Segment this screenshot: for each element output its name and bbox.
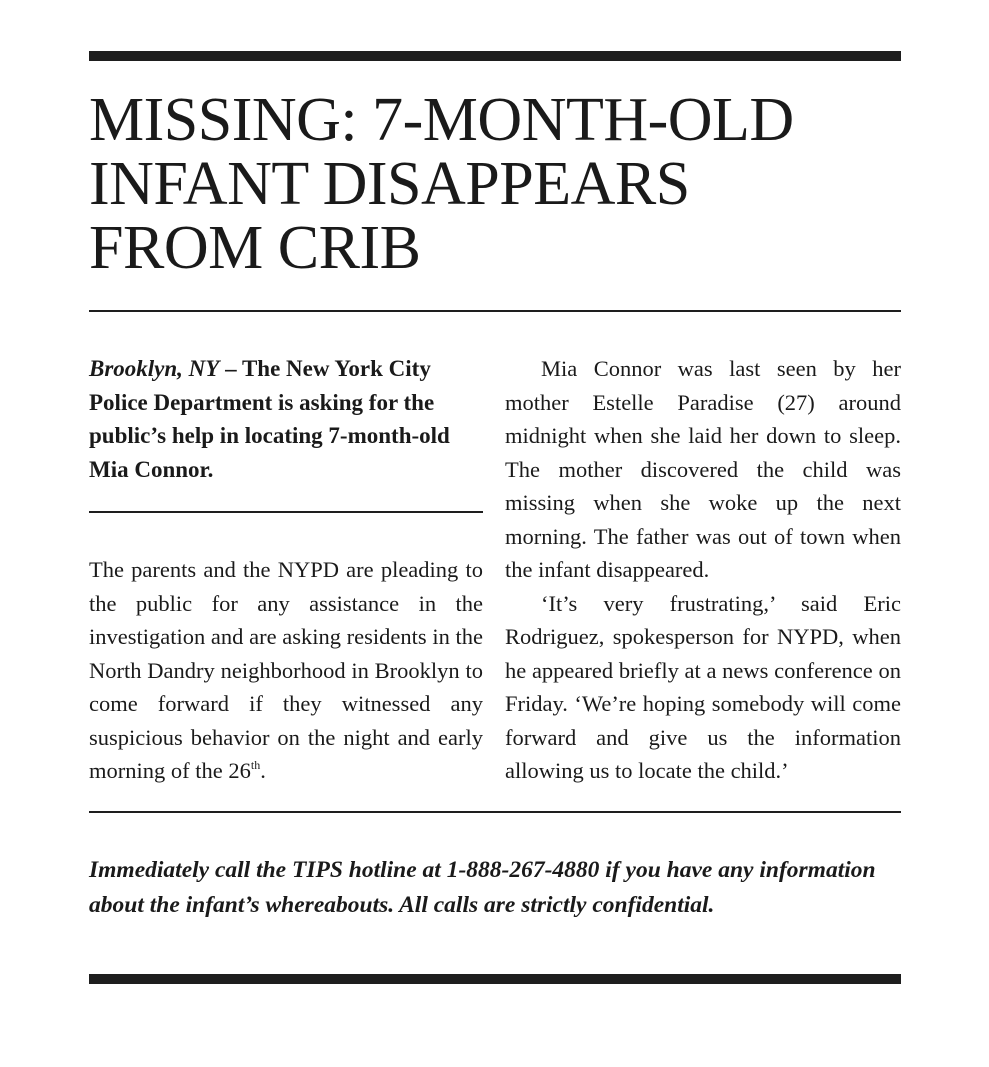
left-body [89,553,483,788]
right-column [505,352,901,788]
headline-line-2: INFANT DISAPPEARS [89,150,690,218]
headline [89,88,901,280]
right-body-paragraph-2: ‘It’s very frustrating,’ said Eric Rodriguez, spokesperson for NYPD, when he appeared briefly at a news conference on Friday. ‘We’re hoping somebody will come forward and give us the information allowing us to locate the child.’ [505,590,901,783]
dateline: Brooklyn, NY [89,356,220,381]
top-thick-rule [89,51,901,61]
dateline-dash: – [219,356,242,381]
lede-paragraph [89,352,483,486]
news-article [89,0,901,1067]
right-body-paragraph-1: Mia Connor was last seen by her mother Estelle Paradise (27) around midnight when she laid her down to sleep. The mother discovered the child was missing when she woke up the next morning. The father was out of town when the infant disappeared. [505,356,901,582]
headline-line-1: MISSING: 7-MONTH-OLD [89,86,794,154]
ordinal-suffix: th [250,758,261,772]
headline-divider [89,310,901,312]
headline-line-3: FROM CRIB [89,214,421,282]
left-body-paragraph [89,553,483,788]
lede-divider [89,511,483,513]
left-body-text: The parents and the NYPD are pleading to the public for any assistance in the investigation and are asking residents in the North Dandry neighborhood in Brooklyn to come forward if they witnessed any suspicious behavior on the night and early morning of the 26 [89,557,483,783]
bottom-thick-rule [89,974,901,984]
tips-hotline-callout: Immediately call the TIPS hotline at 1-888-267-4880 if you have any information about the infant’s whereabouts. All calls are strictly confidential. [89,857,876,918]
left-body-end: . [260,758,266,783]
lede-text: The New York City Police Department is asking for the public’s help in locating 7-month-old Mia Connor. [89,356,450,482]
body-divider [89,811,901,813]
left-column [89,352,483,486]
